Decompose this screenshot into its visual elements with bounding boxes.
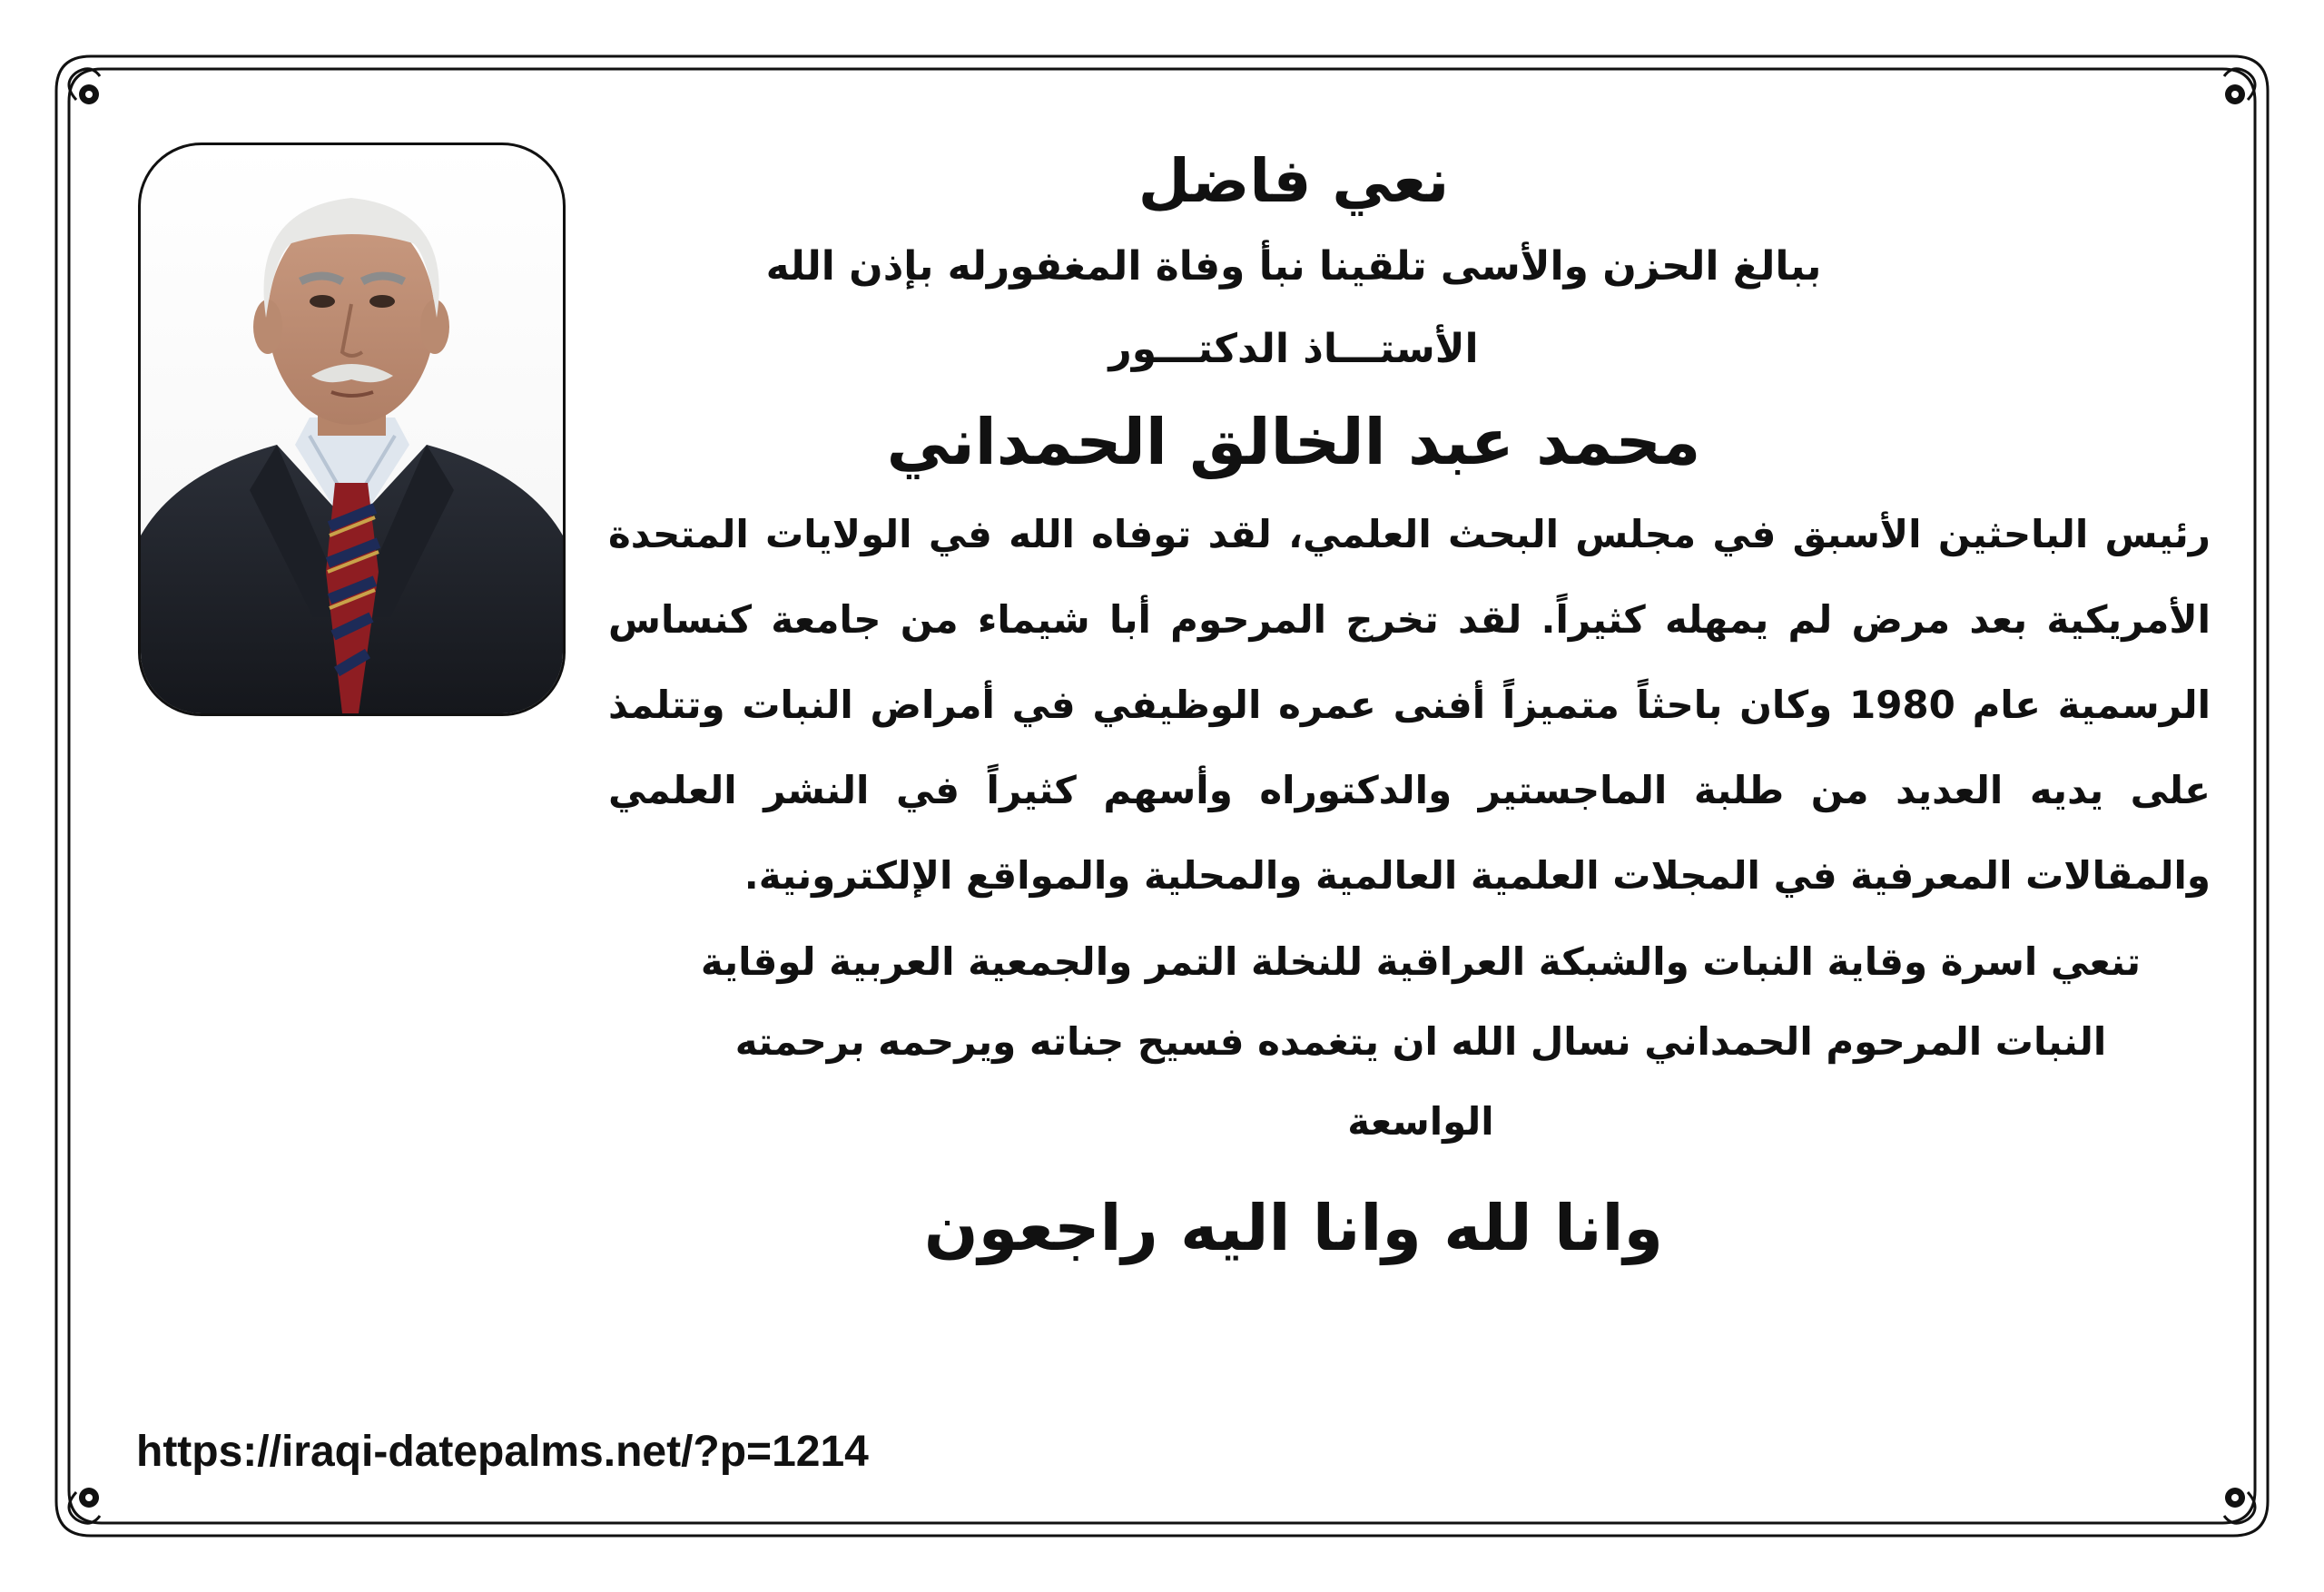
notice-intro: ببالغ الحزن والأسى تلقينا نبأ وفاة المغفورله بإذن الله xyxy=(765,243,1822,290)
closing-verse: وانا لله وانا اليه راجعون xyxy=(923,1191,1664,1265)
source-url[interactable]: https://iraqi-datepalms.net/?p=1214 xyxy=(136,1428,869,1476)
obituary-text xyxy=(608,136,2215,1278)
notice-title: نعي فاضل xyxy=(1137,146,1450,216)
academic-rank: الأستـــاذ الدكتـــور xyxy=(1108,326,1479,372)
condolence-paragraph: تنعي اسرة وقاية النبات والشبكة العراقية للنخلة التمر والجمعية العربية لوقاية النبات المرحوم الحمداني نسال الله ان يتغمده فسيح جناته ويرحمه برحمته الواسعة xyxy=(700,939,2142,1144)
biography-paragraph: رئيس الباحثين الأسبق في مجلس البحث العلمي، لقد توفاه الله في الولايات المتحدة الأمريكية بعد مرض لم يمهله كثيراً. لقد تخرج المرحوم أبا شيماء من جامعة كنساس الرسمية عام 1980 وكان باحثاً متميزاً أفنى عمره الوظيفي في أمراض النبات وتتلمذ على يديه العديد من طلبة الماجستير والدكتوراه وأسهم كثيراً في النشر العلمي والمقالات المعرفية في المجلات العلمية العالمية والمحلية والمواقع الإلكترونية. xyxy=(608,512,2211,898)
deceased-name: محمد عبد الخالق الحمداني xyxy=(886,405,1701,479)
